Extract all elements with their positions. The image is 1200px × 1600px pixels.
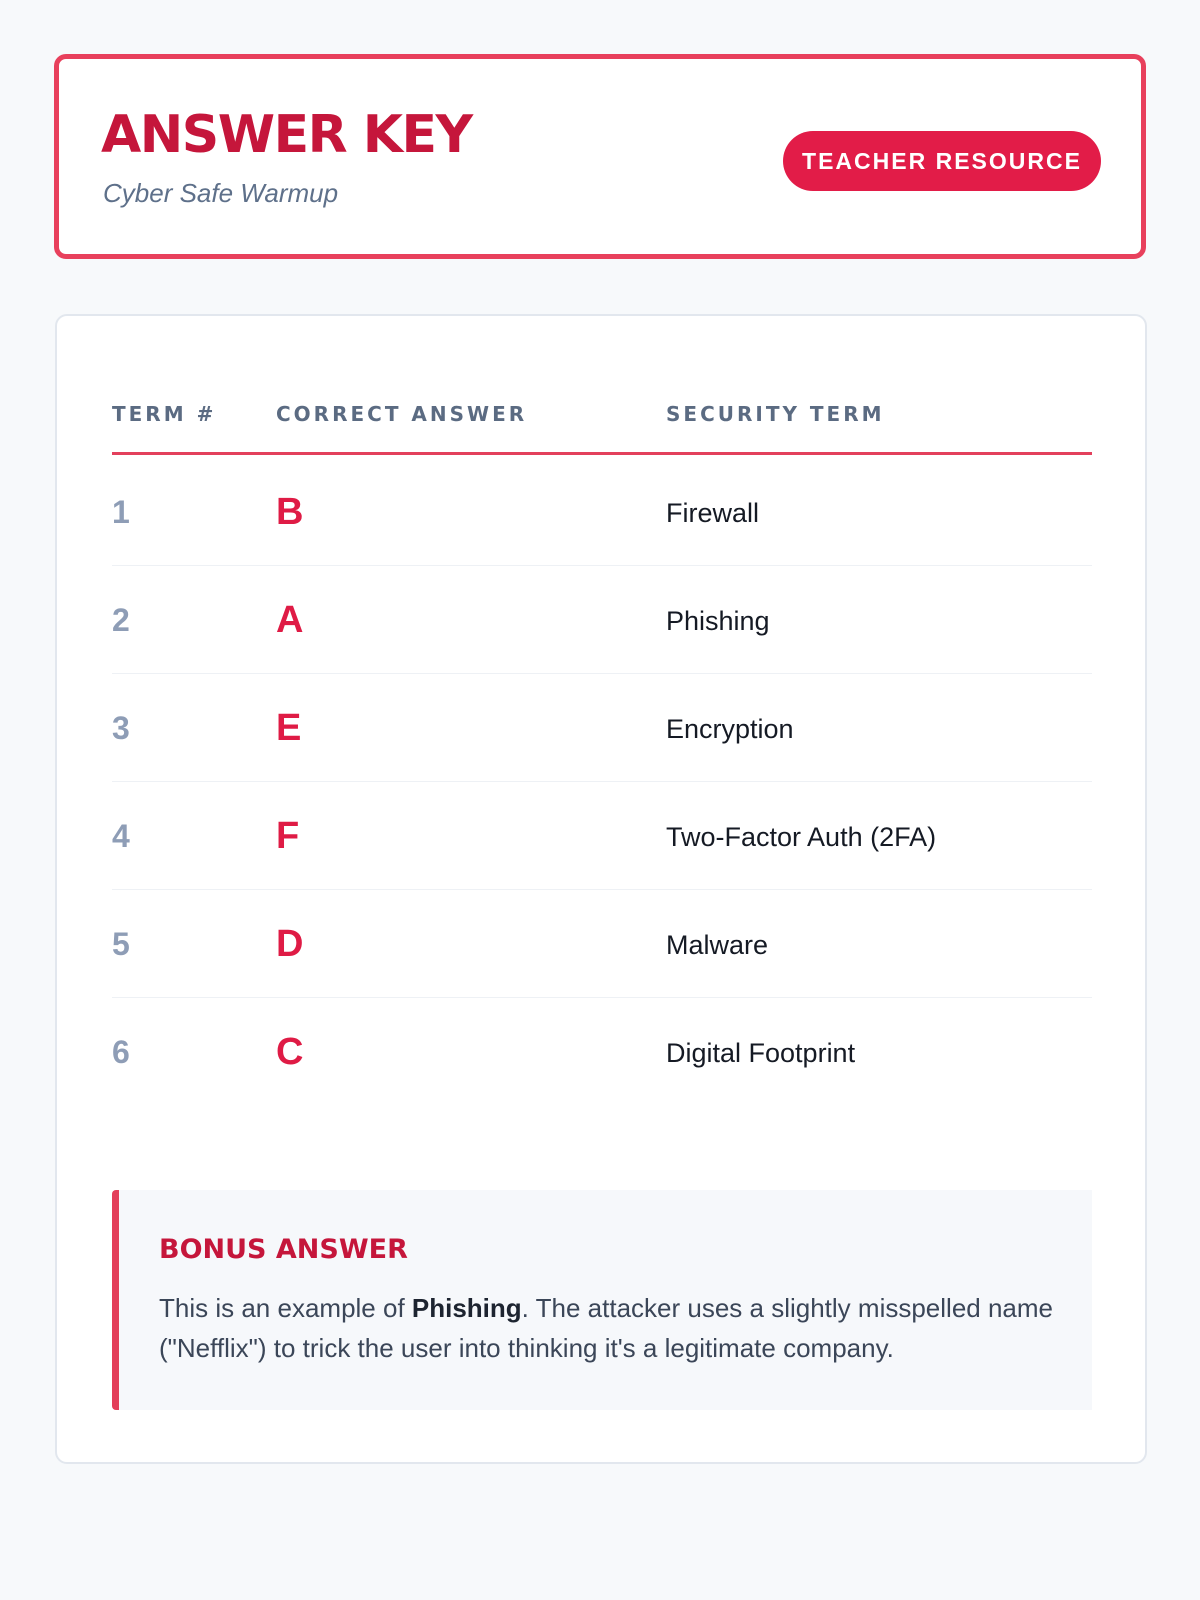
bonus-answer-box	[112, 1190, 1092, 1410]
term-number: 4	[112, 818, 130, 854]
page-title: ANSWER KEY	[101, 105, 472, 165]
bonus-answer-title: BONUS ANSWER	[159, 1234, 408, 1265]
teacher-resource-badge: TEACHER RESOURCE	[783, 131, 1101, 191]
correct-answer: A	[276, 599, 304, 641]
table-row	[112, 998, 1092, 1106]
bonus-answer-text	[159, 1288, 1059, 1368]
answer-table-body	[112, 458, 1092, 1106]
term-number: 2	[112, 602, 130, 638]
table-row	[112, 782, 1092, 890]
table-row	[112, 890, 1092, 998]
column-header-correct-answer: CORRECT ANSWER	[276, 402, 528, 426]
correct-answer: B	[276, 491, 304, 533]
security-term: Firewall	[666, 498, 760, 528]
security-term: Phishing	[666, 606, 770, 636]
security-term: Encryption	[666, 714, 794, 744]
page-subtitle: Cyber Safe Warmup	[103, 178, 339, 208]
correct-answer: C	[276, 1031, 304, 1073]
term-number: 5	[112, 926, 130, 962]
correct-answer: E	[276, 707, 302, 749]
correct-answer: D	[276, 923, 304, 965]
security-term: Malware	[666, 930, 769, 960]
table-header	[112, 380, 1092, 455]
table-row	[112, 458, 1092, 566]
term-number: 6	[112, 1034, 130, 1070]
term-number: 1	[112, 494, 130, 530]
security-term: Digital Footprint	[666, 1038, 856, 1068]
header-card	[54, 54, 1146, 259]
term-number: 3	[112, 710, 130, 746]
bonus-text-intro: This is an example of	[159, 1293, 412, 1323]
answer-key-card	[55, 314, 1147, 1464]
table-row	[112, 566, 1092, 674]
bonus-text-highlight: Phishing	[411, 1293, 522, 1323]
correct-answer: F	[276, 815, 300, 857]
table-row	[112, 674, 1092, 782]
bonus-text-explanation: . The attacker uses a slightly misspelled name ("Nefflix") to trick the user into thinking it's a legitimate company.	[159, 1293, 1053, 1363]
column-header-security-term: SECURITY TERM	[666, 402, 885, 426]
column-header-term-number: TERM #	[112, 402, 217, 426]
security-term: Two-Factor Auth (2FA)	[666, 822, 937, 852]
